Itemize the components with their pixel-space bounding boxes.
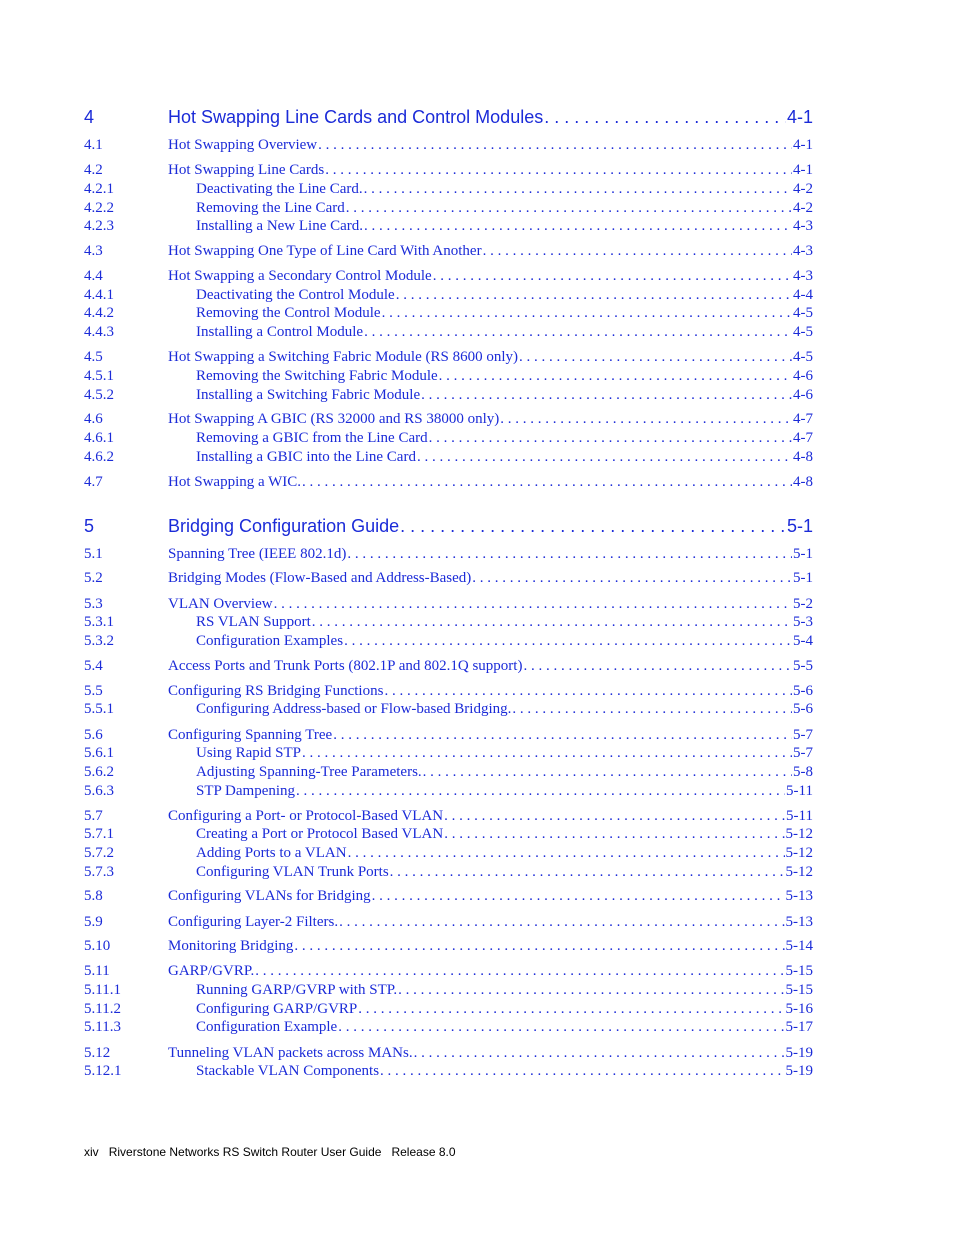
toc-title: Bridging Configuration Guide	[168, 516, 400, 536]
toc-page: 5-11	[786, 783, 813, 799]
toc-page: 5-7	[793, 745, 813, 761]
dot-leader	[274, 596, 792, 613]
toc-number: 4.6.2	[84, 449, 114, 465]
dot-leader	[302, 745, 792, 762]
toc-page: 4-5	[793, 324, 813, 340]
toc-entry[interactable]	[84, 701, 813, 718]
dot-leader	[302, 474, 792, 491]
toc-title: Hot Swapping Line Cards and Control Modules	[168, 107, 544, 127]
toc-title: Hot Swapping A GBIC (RS 32000 and RS 38000 only)	[168, 411, 500, 427]
toc-entry[interactable]	[84, 808, 813, 825]
toc-title: Adding Ports to a VLAN	[196, 845, 347, 861]
toc-page: 5-2	[793, 596, 813, 612]
toc-title: Stackable VLAN Components	[196, 1063, 380, 1079]
toc-page: 4-8	[793, 449, 813, 465]
toc-entry[interactable]	[84, 474, 813, 491]
toc-title: Configuring VLAN Trunk Ports	[196, 864, 389, 880]
toc-title: Removing the Switching Fabric Module	[196, 368, 438, 384]
toc-page: 4-6	[793, 387, 813, 403]
toc-number: 5.7.3	[84, 864, 114, 880]
toc-page: 5-15	[785, 982, 813, 998]
toc-number: 5.6.3	[84, 783, 114, 799]
toc-page: 4-6	[793, 368, 813, 384]
chapter-heading[interactable]	[84, 516, 813, 537]
toc-number: 5.7.2	[84, 845, 114, 861]
toc-entry[interactable]	[84, 218, 813, 235]
toc-number: 5.6.2	[84, 764, 114, 780]
dot-leader	[433, 268, 792, 285]
toc-page: 5-16	[785, 1001, 813, 1017]
toc-title: Configuring VLANs for Bridging	[168, 888, 371, 904]
toc-page: 5-8	[793, 764, 813, 780]
toc-number: 5.11.2	[84, 1001, 121, 1017]
toc-number: 5.11	[84, 963, 110, 979]
toc-number: 5.5.1	[84, 701, 114, 717]
toc-entry[interactable]	[84, 683, 813, 700]
toc-entry[interactable]	[84, 963, 813, 980]
toc-entry[interactable]	[84, 658, 813, 675]
toc-entry[interactable]	[84, 243, 813, 260]
toc-page: 5-12	[785, 864, 813, 880]
toc-title: Configuring a Port- or Protocol-Based VLAN	[168, 808, 444, 824]
toc-number: 5.3.2	[84, 633, 114, 649]
toc-title: Removing the Line Card	[196, 200, 345, 216]
dot-leader	[312, 614, 792, 631]
dot-leader	[390, 864, 785, 881]
toc-title: Configuring GARP/GVRP	[196, 1001, 358, 1017]
dot-leader	[255, 963, 784, 980]
toc-page: 4-5	[793, 349, 813, 365]
toc-title: Adjusting Spanning-Tree Parameters.	[196, 764, 422, 780]
toc-title: Hot Swapping Overview	[168, 137, 318, 153]
toc-title: Configuration Example	[196, 1019, 338, 1035]
toc-page: 5-19	[785, 1045, 813, 1061]
toc-title: Tunneling VLAN packets across MANs.	[168, 1045, 413, 1061]
footer-page-number: xiv	[84, 1145, 99, 1159]
dot-leader	[296, 783, 785, 800]
toc-entry[interactable]	[84, 411, 813, 428]
toc-number: 4.2	[84, 162, 103, 178]
toc-number: 4.5	[84, 349, 103, 365]
toc-title: Deactivating the Control Module	[196, 287, 395, 303]
toc-title: Bridging Modes (Flow-Based and Address-Based)	[168, 570, 472, 586]
dot-leader	[523, 658, 792, 675]
toc-number: 4.4.2	[84, 305, 114, 321]
toc-entry[interactable]	[84, 783, 813, 800]
toc-title: Installing a Switching Fabric Module	[196, 387, 421, 403]
toc-page: 4-3	[793, 268, 813, 284]
dot-leader	[325, 162, 792, 179]
toc-page: 4-1	[793, 162, 813, 178]
toc-number: 5.1	[84, 546, 103, 562]
dot-leader	[439, 368, 792, 385]
toc-number: 4.5.1	[84, 368, 114, 384]
toc-number: 5.8	[84, 888, 103, 904]
dot-leader	[429, 430, 792, 447]
toc-entry[interactable]	[84, 1045, 813, 1062]
footer-release: Release 8.0	[391, 1145, 456, 1159]
toc-entry[interactable]	[84, 368, 813, 385]
toc-page: 4-3	[793, 218, 813, 234]
toc-entry[interactable]	[84, 449, 813, 466]
toc-page: 5-1	[786, 516, 813, 536]
toc-page: 4-2	[793, 181, 813, 197]
toc-title: Installing a Control Module	[196, 324, 364, 340]
toc-entry[interactable]	[84, 745, 813, 762]
dot-leader	[472, 570, 792, 587]
dot-leader	[544, 107, 786, 128]
dot-leader	[358, 1001, 784, 1018]
dot-leader	[347, 546, 792, 563]
toc-number: 4.2.3	[84, 218, 114, 234]
toc-number: 5.3	[84, 596, 103, 612]
dot-leader	[294, 938, 784, 955]
toc-num: 4	[84, 107, 95, 127]
toc-entry[interactable]	[84, 324, 813, 341]
toc-page: 4-3	[793, 243, 813, 259]
toc-number: 5.10	[84, 938, 111, 954]
toc-number: 5.5	[84, 683, 103, 699]
toc-title: Spanning Tree (IEEE 802.1d)	[168, 546, 347, 562]
toc-page: 5-17	[785, 1019, 813, 1035]
toc-number: 5.6	[84, 727, 103, 743]
dot-leader	[414, 1045, 785, 1062]
toc-number: 4.4.1	[84, 287, 114, 303]
toc-entry[interactable]	[84, 888, 813, 905]
toc-number: 5.9	[84, 914, 103, 930]
toc-entry[interactable]	[84, 162, 813, 179]
toc-title: Removing the Control Module	[196, 305, 381, 321]
footer-text: Riverstone Networks RS Switch Router User Guide	[108, 1145, 382, 1159]
toc-number: 5.11.3	[84, 1019, 121, 1035]
dot-leader	[382, 305, 792, 322]
toc-number: 4.3	[84, 243, 103, 259]
toc-number: 5.11.1	[84, 982, 121, 998]
toc-number: 5.12.1	[84, 1063, 122, 1079]
toc-title: Running GARP/GVRP with STP.	[196, 982, 398, 998]
toc-page: 5-3	[793, 614, 813, 630]
toc-entry[interactable]	[84, 387, 813, 404]
toc-number: 4.7	[84, 474, 103, 490]
dot-leader	[400, 516, 786, 537]
toc-entry[interactable]	[84, 845, 813, 862]
toc-title: Configuring Layer-2 Filters.	[168, 914, 339, 930]
dot-leader	[417, 449, 792, 466]
toc-title: Configuring RS Bridging Functions	[168, 683, 384, 699]
dot-leader	[519, 349, 792, 366]
toc-entry[interactable]	[84, 864, 813, 881]
dot-leader	[396, 287, 792, 304]
toc-page: 5-13	[785, 914, 813, 930]
toc-entry[interactable]	[84, 430, 813, 447]
dot-leader	[421, 387, 792, 404]
dot-leader	[318, 137, 792, 154]
toc-entry[interactable]	[84, 287, 813, 304]
toc-title: Configuring Spanning Tree	[168, 727, 333, 743]
toc-title: Hot Swapping a Switching Fabric Module (RS 8600 only)	[168, 349, 518, 365]
toc-page: 5-13	[785, 888, 813, 904]
dot-leader	[372, 888, 785, 905]
toc-page: 5-6	[793, 701, 813, 717]
toc-title: Installing a New Line Card.	[196, 218, 364, 234]
dot-leader	[364, 324, 792, 341]
toc-title: VLAN Overview	[168, 596, 273, 612]
toc-entry[interactable]	[84, 1019, 813, 1036]
dot-leader	[364, 181, 792, 198]
toc-entry[interactable]	[84, 938, 813, 955]
toc-page: 5-1	[793, 570, 813, 586]
toc-page: 5-14	[785, 938, 813, 954]
toc-page: 5-1	[793, 546, 813, 562]
toc-entry[interactable]	[84, 614, 813, 631]
toc-page: 4-7	[793, 411, 813, 427]
dot-leader	[339, 914, 784, 931]
toc-page: 4-7	[793, 430, 813, 446]
dot-leader	[398, 982, 784, 999]
toc-entry[interactable]	[84, 349, 813, 366]
toc-entry[interactable]	[84, 200, 813, 217]
toc-number: 4.2.2	[84, 200, 114, 216]
dot-leader	[338, 1019, 784, 1036]
dot-leader	[344, 633, 792, 650]
toc-entry[interactable]	[84, 633, 813, 650]
toc-entry[interactable]	[84, 546, 813, 563]
dot-leader	[384, 683, 792, 700]
toc-entry[interactable]	[84, 727, 813, 744]
toc-number: 4.2.1	[84, 181, 114, 197]
toc-number: 5.4	[84, 658, 103, 674]
dot-leader	[380, 1063, 784, 1080]
toc-page: 4-4	[793, 287, 813, 303]
toc-number: 5.3.1	[84, 614, 114, 630]
dot-leader	[444, 826, 784, 843]
toc-page: 5-11	[786, 808, 813, 824]
dot-leader	[333, 727, 792, 744]
toc-number: 5.2	[84, 570, 103, 586]
toc-page: 4-1	[786, 107, 813, 127]
toc-page: 4-5	[793, 305, 813, 321]
dot-leader	[500, 411, 792, 428]
toc-entry[interactable]	[84, 982, 813, 999]
toc-title: Using Rapid STP	[196, 745, 302, 761]
toc-entry[interactable]	[84, 914, 813, 931]
toc-num: 5	[84, 516, 95, 536]
toc-number: 5.6.1	[84, 745, 114, 761]
toc-page: 5-12	[785, 845, 813, 861]
dot-leader	[444, 808, 785, 825]
toc-entry[interactable]	[84, 1001, 813, 1018]
dot-leader	[512, 701, 792, 718]
toc-page: 4-1	[793, 137, 813, 153]
toc-title: Creating a Port or Protocol Based VLAN	[196, 826, 444, 842]
toc-title: GARP/GVRP.	[168, 963, 255, 979]
toc-page: 4-2	[793, 200, 813, 216]
toc-title: Hot Swapping Line Cards	[168, 162, 325, 178]
dot-leader	[423, 764, 792, 781]
page-footer	[84, 1145, 456, 1159]
toc-number: 4.4	[84, 268, 103, 284]
toc-entry[interactable]	[84, 1063, 813, 1080]
toc-page: 5-15	[785, 963, 813, 979]
dot-leader	[483, 243, 792, 260]
toc-entry[interactable]	[84, 764, 813, 781]
toc-title: Hot Swapping One Type of Line Card With Another	[168, 243, 482, 259]
toc-title: Access Ports and Trunk Ports (802.1P and 802.1Q support)	[168, 658, 523, 674]
toc-entry[interactable]	[84, 826, 813, 843]
toc-page: 5-4	[793, 633, 813, 649]
toc-title: RS VLAN Support	[196, 614, 311, 630]
toc-number: 4.5.2	[84, 387, 114, 403]
toc-page: 5-12	[785, 826, 813, 842]
toc-number: 4.4.3	[84, 324, 114, 340]
toc-title: Monitoring Bridging	[168, 938, 294, 954]
toc-number: 4.1	[84, 137, 103, 153]
chapter-heading[interactable]	[84, 107, 813, 128]
toc-title: Configuration Examples	[196, 633, 344, 649]
toc-entry[interactable]	[84, 181, 813, 198]
toc-title: Hot Swapping a Secondary Control Module	[168, 268, 432, 284]
dot-leader	[346, 200, 792, 217]
toc-page: 5-19	[785, 1063, 813, 1079]
toc-page: 5-5	[793, 658, 813, 674]
toc-number: 5.7.1	[84, 826, 114, 842]
toc-page: 5-7	[793, 727, 813, 743]
toc-title: Installing a GBIC into the Line Card	[196, 449, 416, 465]
toc-number: 5.7	[84, 808, 103, 824]
dot-leader	[364, 218, 792, 235]
toc-number: 4.6	[84, 411, 103, 427]
toc-title: Removing a GBIC from the Line Card	[196, 430, 428, 446]
toc-entry[interactable]	[84, 570, 813, 587]
toc-title: STP Dampening	[196, 783, 296, 799]
toc-number: 4.6.1	[84, 430, 114, 446]
toc-page: 4-8	[793, 474, 813, 490]
toc-page: 5-6	[793, 683, 813, 699]
toc-title: Hot Swapping a WIC.	[168, 474, 302, 490]
toc-entry[interactable]	[84, 137, 813, 154]
toc-entry[interactable]	[84, 268, 813, 285]
toc-entry[interactable]	[84, 305, 813, 322]
toc-entry[interactable]	[84, 596, 813, 613]
dot-leader	[348, 845, 785, 862]
toc-number: 5.12	[84, 1045, 111, 1061]
toc-title: Deactivating the Line Card.	[196, 181, 363, 197]
toc-title: Configuring Address-based or Flow-based Bridging.	[196, 701, 512, 717]
